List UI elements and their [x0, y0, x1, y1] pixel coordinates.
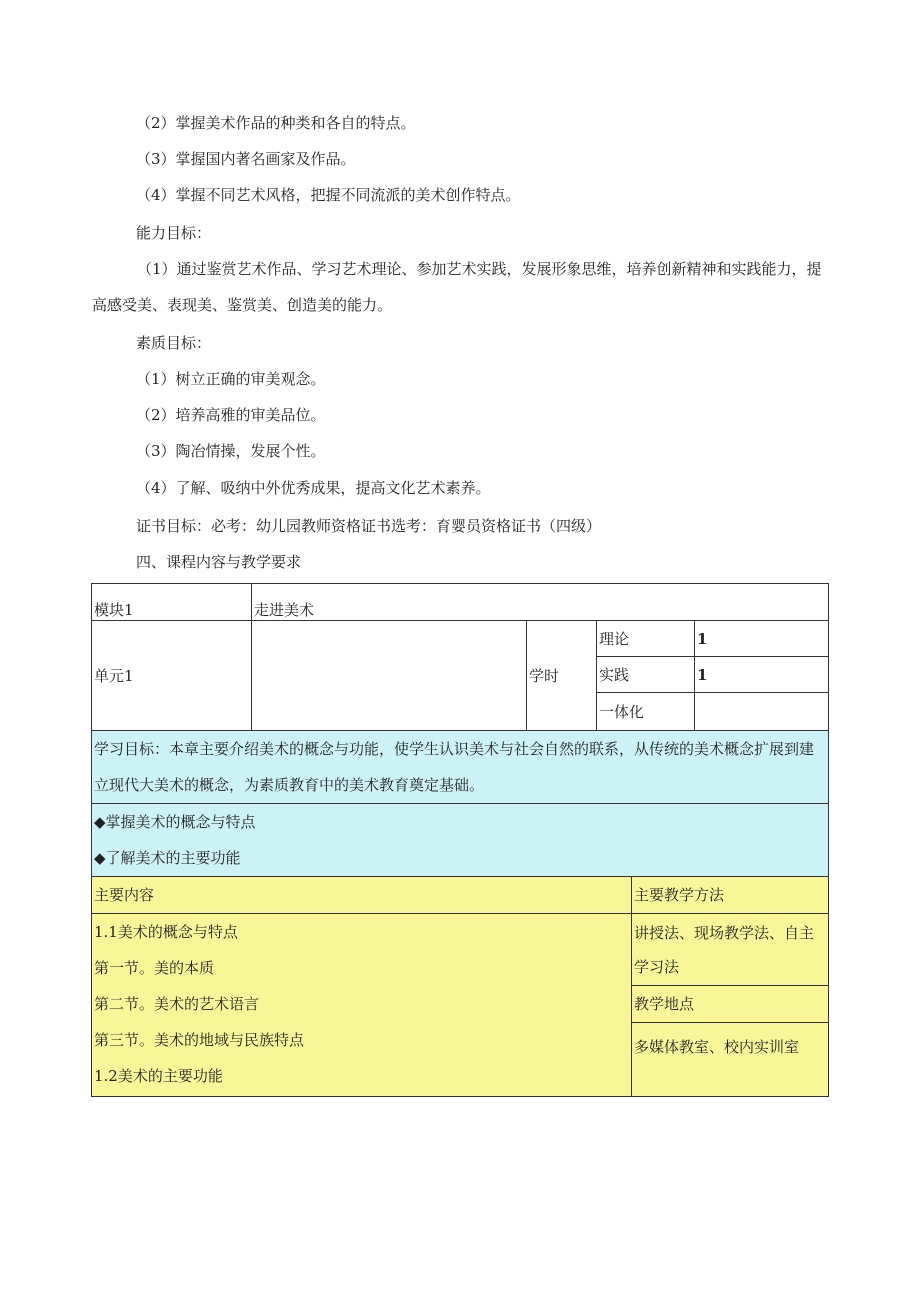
theory-value: 1: [695, 621, 829, 657]
content-item: 第三节。美术的地域与民族特点: [94, 1031, 305, 1049]
content-item: 1.1美术的概念与特点: [94, 923, 238, 941]
section-title: 四、课程内容与教学要求: [136, 553, 302, 571]
certificate-goal: 证书目标：必考：幼儿园教师资格证书选考：育婴员资格证书（四级）: [136, 517, 602, 535]
quality-item-4: （4）了解、吸纳中外优秀成果，提高文化艺术素养。: [136, 479, 491, 497]
module-value: 走进美术: [252, 584, 829, 621]
content-item: 1.2美术的主要功能: [94, 1067, 223, 1085]
key-points: [92, 804, 829, 877]
location-value: 多媒体教室、校内实训室: [632, 1023, 829, 1097]
integrated-value: [695, 693, 829, 731]
location-label: 教学地点: [632, 986, 829, 1023]
content-item: 第二节。美术的艺术语言: [94, 995, 260, 1013]
knowledge-item-2: （2）掌握美术作品的种类和各自的特点。: [136, 114, 416, 132]
quality-item-3: （3）陶冶情操，发展个性。: [136, 442, 326, 460]
theory-label: 理论: [597, 621, 695, 657]
practice-value: 1: [695, 657, 829, 693]
module-label: 模块1: [92, 584, 252, 621]
integrated-label: 一体化: [597, 693, 695, 731]
hours-label: 学时: [527, 621, 597, 731]
learning-objective: [92, 731, 829, 804]
ability-paragraph: （1）通过鉴赏艺术作品、学习艺术理论、参加艺术实践，发展形象思维，培养创新精神和实践能力，提高感受美、表现美、鉴赏美、创造美的能力。: [92, 260, 822, 314]
quality-item-1: （1）树立正确的审美观念。: [136, 370, 326, 388]
content-item: 第一节。美的本质: [94, 959, 215, 977]
practice-label: 实践: [597, 657, 695, 693]
quality-item-2: （2）培养高雅的审美品位。: [136, 406, 326, 424]
knowledge-item-4: （4）掌握不同艺术风格，把握不同流派的美术创作特点。: [136, 186, 521, 204]
method-header: 主要教学方法: [632, 877, 829, 914]
knowledge-item-3: （3）掌握国内著名画家及作品。: [136, 150, 356, 168]
bullet-item: ◆掌握美术的概念与特点: [94, 813, 256, 831]
quality-heading: 素质目标：: [136, 334, 212, 352]
course-table: [91, 583, 829, 1097]
content-list: [92, 914, 632, 1097]
unit-value: [252, 621, 527, 731]
content-header: 主要内容: [92, 877, 632, 914]
unit-label: 单元1: [92, 621, 252, 731]
learning-objective-text: 学习目标：本章主要介绍美术的概念与功能，使学生认识美术与社会自然的联系，从传统的美术概念扩展到建立现代大美术的概念，为素质教育中的美术教育奠定基础。: [94, 740, 815, 794]
bullet-item: ◆了解美术的主要功能: [94, 849, 241, 867]
ability-heading: 能力目标：: [136, 224, 212, 242]
teaching-methods: 讲授法、现场教学法、自主学习法: [632, 914, 829, 986]
